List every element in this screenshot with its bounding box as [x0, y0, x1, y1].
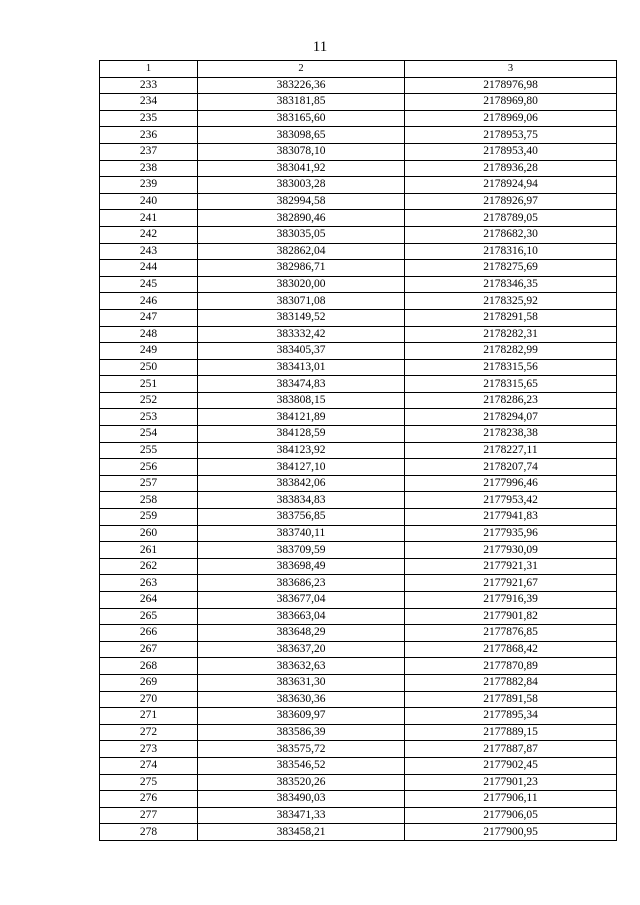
cell-x-coordinate: 383575,72 — [198, 741, 405, 758]
cell-y-coordinate: 2177868,42 — [405, 641, 617, 658]
table-row — [100, 674, 617, 691]
cell-point-number: 259 — [100, 509, 198, 526]
cell-y-coordinate: 2177876,85 — [405, 625, 617, 642]
cell-x-coordinate: 383035,05 — [198, 226, 405, 243]
table-row — [100, 608, 617, 625]
cell-x-coordinate: 383413,01 — [198, 359, 405, 376]
table-row — [100, 359, 617, 376]
cell-point-number: 253 — [100, 409, 198, 426]
cell-point-number: 251 — [100, 376, 198, 393]
cell-x-coordinate: 383698,49 — [198, 558, 405, 575]
cell-point-number: 246 — [100, 293, 198, 310]
table-row — [100, 127, 617, 144]
cell-y-coordinate: 2178227,11 — [405, 442, 617, 459]
cell-y-coordinate: 2178953,40 — [405, 143, 617, 160]
table-row — [100, 708, 617, 725]
cell-y-coordinate: 2178969,80 — [405, 94, 617, 111]
coordinates-table — [99, 60, 617, 841]
table-row — [100, 542, 617, 559]
table-row — [100, 824, 617, 841]
cell-x-coordinate: 383663,04 — [198, 608, 405, 625]
cell-y-coordinate: 2177930,09 — [405, 542, 617, 559]
table-row — [100, 442, 617, 459]
table-row — [100, 77, 617, 94]
cell-y-coordinate: 2178275,69 — [405, 260, 617, 277]
cell-x-coordinate: 382862,04 — [198, 243, 405, 260]
cell-y-coordinate: 2177941,83 — [405, 509, 617, 526]
table-row — [100, 293, 617, 310]
cell-point-number: 277 — [100, 807, 198, 824]
cell-y-coordinate: 2178315,65 — [405, 376, 617, 393]
table-row — [100, 177, 617, 194]
cell-x-coordinate: 383458,21 — [198, 824, 405, 841]
table-row — [100, 475, 617, 492]
table-row — [100, 575, 617, 592]
table-row — [100, 326, 617, 343]
cell-y-coordinate: 2178207,74 — [405, 459, 617, 476]
cell-point-number: 245 — [100, 276, 198, 293]
cell-y-coordinate: 2178315,56 — [405, 359, 617, 376]
cell-y-coordinate: 2177887,87 — [405, 741, 617, 758]
cell-point-number: 261 — [100, 542, 198, 559]
cell-x-coordinate: 383474,83 — [198, 376, 405, 393]
cell-point-number: 276 — [100, 791, 198, 808]
table-row — [100, 376, 617, 393]
table-row — [100, 625, 617, 642]
cell-point-number: 241 — [100, 210, 198, 227]
cell-y-coordinate: 2177891,58 — [405, 691, 617, 708]
cell-point-number: 271 — [100, 708, 198, 725]
cell-x-coordinate: 383808,15 — [198, 392, 405, 409]
cell-y-coordinate: 2178282,31 — [405, 326, 617, 343]
table-row — [100, 243, 617, 260]
cell-y-coordinate: 2178926,97 — [405, 193, 617, 210]
cell-y-coordinate: 2178286,23 — [405, 392, 617, 409]
cell-x-coordinate: 384121,89 — [198, 409, 405, 426]
cell-x-coordinate: 383637,20 — [198, 641, 405, 658]
cell-point-number: 268 — [100, 658, 198, 675]
cell-point-number: 243 — [100, 243, 198, 260]
cell-x-coordinate: 383756,85 — [198, 509, 405, 526]
cell-y-coordinate: 2178291,58 — [405, 309, 617, 326]
cell-x-coordinate: 383003,28 — [198, 177, 405, 194]
cell-x-coordinate: 383165,60 — [198, 110, 405, 127]
cell-y-coordinate: 2178789,05 — [405, 210, 617, 227]
cell-x-coordinate: 383677,04 — [198, 592, 405, 609]
cell-y-coordinate: 2178976,98 — [405, 77, 617, 94]
cell-x-coordinate: 383740,11 — [198, 525, 405, 542]
table-row — [100, 276, 617, 293]
cell-point-number: 239 — [100, 177, 198, 194]
table-row — [100, 94, 617, 111]
cell-x-coordinate: 383686,23 — [198, 575, 405, 592]
cell-y-coordinate: 2177953,42 — [405, 492, 617, 509]
cell-point-number: 235 — [100, 110, 198, 127]
cell-x-coordinate: 383648,29 — [198, 625, 405, 642]
cell-y-coordinate: 2177889,15 — [405, 724, 617, 741]
cell-point-number: 256 — [100, 459, 198, 476]
cell-point-number: 252 — [100, 392, 198, 409]
cell-y-coordinate: 2178238,38 — [405, 426, 617, 443]
table-row — [100, 193, 617, 210]
cell-x-coordinate: 383098,65 — [198, 127, 405, 144]
table-row — [100, 757, 617, 774]
table-row — [100, 691, 617, 708]
cell-x-coordinate: 383332,42 — [198, 326, 405, 343]
table-row — [100, 343, 617, 360]
cell-x-coordinate: 383546,52 — [198, 757, 405, 774]
cell-y-coordinate: 2178294,07 — [405, 409, 617, 426]
cell-point-number: 244 — [100, 260, 198, 277]
cell-point-number: 242 — [100, 226, 198, 243]
cell-point-number: 266 — [100, 625, 198, 642]
cell-x-coordinate: 383041,92 — [198, 160, 405, 177]
table-row — [100, 392, 617, 409]
cell-y-coordinate: 2178325,92 — [405, 293, 617, 310]
cell-point-number: 269 — [100, 674, 198, 691]
cell-x-coordinate: 383632,63 — [198, 658, 405, 675]
cell-point-number: 260 — [100, 525, 198, 542]
cell-point-number: 265 — [100, 608, 198, 625]
cell-x-coordinate: 384128,59 — [198, 426, 405, 443]
table-row — [100, 741, 617, 758]
cell-y-coordinate: 2177882,84 — [405, 674, 617, 691]
cell-y-coordinate: 2177902,45 — [405, 757, 617, 774]
table-row — [100, 143, 617, 160]
table-row — [100, 160, 617, 177]
cell-x-coordinate: 383181,85 — [198, 94, 405, 111]
cell-x-coordinate: 383071,08 — [198, 293, 405, 310]
cell-point-number: 255 — [100, 442, 198, 459]
cell-point-number: 237 — [100, 143, 198, 160]
table-row — [100, 492, 617, 509]
column-header-point-number: 1 — [100, 61, 198, 78]
cell-x-coordinate: 382986,71 — [198, 260, 405, 277]
cell-point-number: 248 — [100, 326, 198, 343]
cell-point-number: 236 — [100, 127, 198, 144]
table-row — [100, 110, 617, 127]
table-row — [100, 791, 617, 808]
cell-y-coordinate: 2178282,99 — [405, 343, 617, 360]
table-row — [100, 309, 617, 326]
cell-point-number: 258 — [100, 492, 198, 509]
table-row — [100, 558, 617, 575]
cell-point-number: 250 — [100, 359, 198, 376]
cell-y-coordinate: 2177901,23 — [405, 774, 617, 791]
cell-y-coordinate: 2177906,05 — [405, 807, 617, 824]
cell-point-number: 262 — [100, 558, 198, 575]
cell-x-coordinate: 383471,33 — [198, 807, 405, 824]
cell-x-coordinate: 383709,59 — [198, 542, 405, 559]
cell-x-coordinate: 383842,06 — [198, 475, 405, 492]
cell-point-number: 247 — [100, 309, 198, 326]
table-row — [100, 426, 617, 443]
cell-point-number: 270 — [100, 691, 198, 708]
table-row — [100, 509, 617, 526]
cell-y-coordinate: 2178346,35 — [405, 276, 617, 293]
table-row — [100, 774, 617, 791]
cell-y-coordinate: 2177921,31 — [405, 558, 617, 575]
cell-x-coordinate: 383609,97 — [198, 708, 405, 725]
cell-y-coordinate: 2177996,46 — [405, 475, 617, 492]
cell-x-coordinate: 383586,39 — [198, 724, 405, 741]
cell-x-coordinate: 383490,03 — [198, 791, 405, 808]
cell-x-coordinate: 383078,10 — [198, 143, 405, 160]
table-row — [100, 592, 617, 609]
cell-x-coordinate: 383405,37 — [198, 343, 405, 360]
table-row — [100, 459, 617, 476]
cell-y-coordinate: 2178316,10 — [405, 243, 617, 260]
cell-x-coordinate: 382890,46 — [198, 210, 405, 227]
cell-y-coordinate: 2177895,34 — [405, 708, 617, 725]
page-number: 11 — [312, 39, 328, 55]
cell-x-coordinate: 382994,58 — [198, 193, 405, 210]
table-row — [100, 226, 617, 243]
cell-x-coordinate: 383520,26 — [198, 774, 405, 791]
cell-y-coordinate: 2177870,89 — [405, 658, 617, 675]
table-row — [100, 807, 617, 824]
cell-y-coordinate: 2177906,11 — [405, 791, 617, 808]
table-row — [100, 658, 617, 675]
cell-x-coordinate: 383834,83 — [198, 492, 405, 509]
cell-y-coordinate: 2177921,67 — [405, 575, 617, 592]
cell-point-number: 263 — [100, 575, 198, 592]
table-body — [100, 77, 617, 840]
cell-y-coordinate: 2178953,75 — [405, 127, 617, 144]
cell-x-coordinate: 383630,36 — [198, 691, 405, 708]
cell-y-coordinate: 2178936,28 — [405, 160, 617, 177]
cell-x-coordinate: 383020,00 — [198, 276, 405, 293]
column-header-y-coordinate: 3 — [405, 61, 617, 78]
cell-y-coordinate: 2177901,82 — [405, 608, 617, 625]
cell-y-coordinate: 2178924,94 — [405, 177, 617, 194]
table-row — [100, 724, 617, 741]
cell-y-coordinate: 2177900,95 — [405, 824, 617, 841]
cell-x-coordinate: 383149,52 — [198, 309, 405, 326]
column-header-x-coordinate: 2 — [198, 61, 405, 78]
cell-point-number: 249 — [100, 343, 198, 360]
cell-y-coordinate: 2177916,39 — [405, 592, 617, 609]
cell-point-number: 264 — [100, 592, 198, 609]
cell-point-number: 254 — [100, 426, 198, 443]
cell-y-coordinate: 2178682,30 — [405, 226, 617, 243]
cell-point-number: 272 — [100, 724, 198, 741]
table-row — [100, 641, 617, 658]
cell-x-coordinate: 384127,10 — [198, 459, 405, 476]
cell-point-number: 267 — [100, 641, 198, 658]
cell-x-coordinate: 384123,92 — [198, 442, 405, 459]
cell-point-number: 240 — [100, 193, 198, 210]
table-row — [100, 525, 617, 542]
cell-point-number: 274 — [100, 757, 198, 774]
cell-point-number: 257 — [100, 475, 198, 492]
cell-point-number: 273 — [100, 741, 198, 758]
table-header-row — [100, 61, 617, 78]
cell-point-number: 233 — [100, 77, 198, 94]
cell-point-number: 278 — [100, 824, 198, 841]
cell-point-number: 275 — [100, 774, 198, 791]
cell-y-coordinate: 2178969,06 — [405, 110, 617, 127]
cell-y-coordinate: 2177935,96 — [405, 525, 617, 542]
cell-x-coordinate: 383631,30 — [198, 674, 405, 691]
table-row — [100, 210, 617, 227]
cell-point-number: 238 — [100, 160, 198, 177]
cell-x-coordinate: 383226,36 — [198, 77, 405, 94]
table-row — [100, 409, 617, 426]
cell-point-number: 234 — [100, 94, 198, 111]
table-row — [100, 260, 617, 277]
